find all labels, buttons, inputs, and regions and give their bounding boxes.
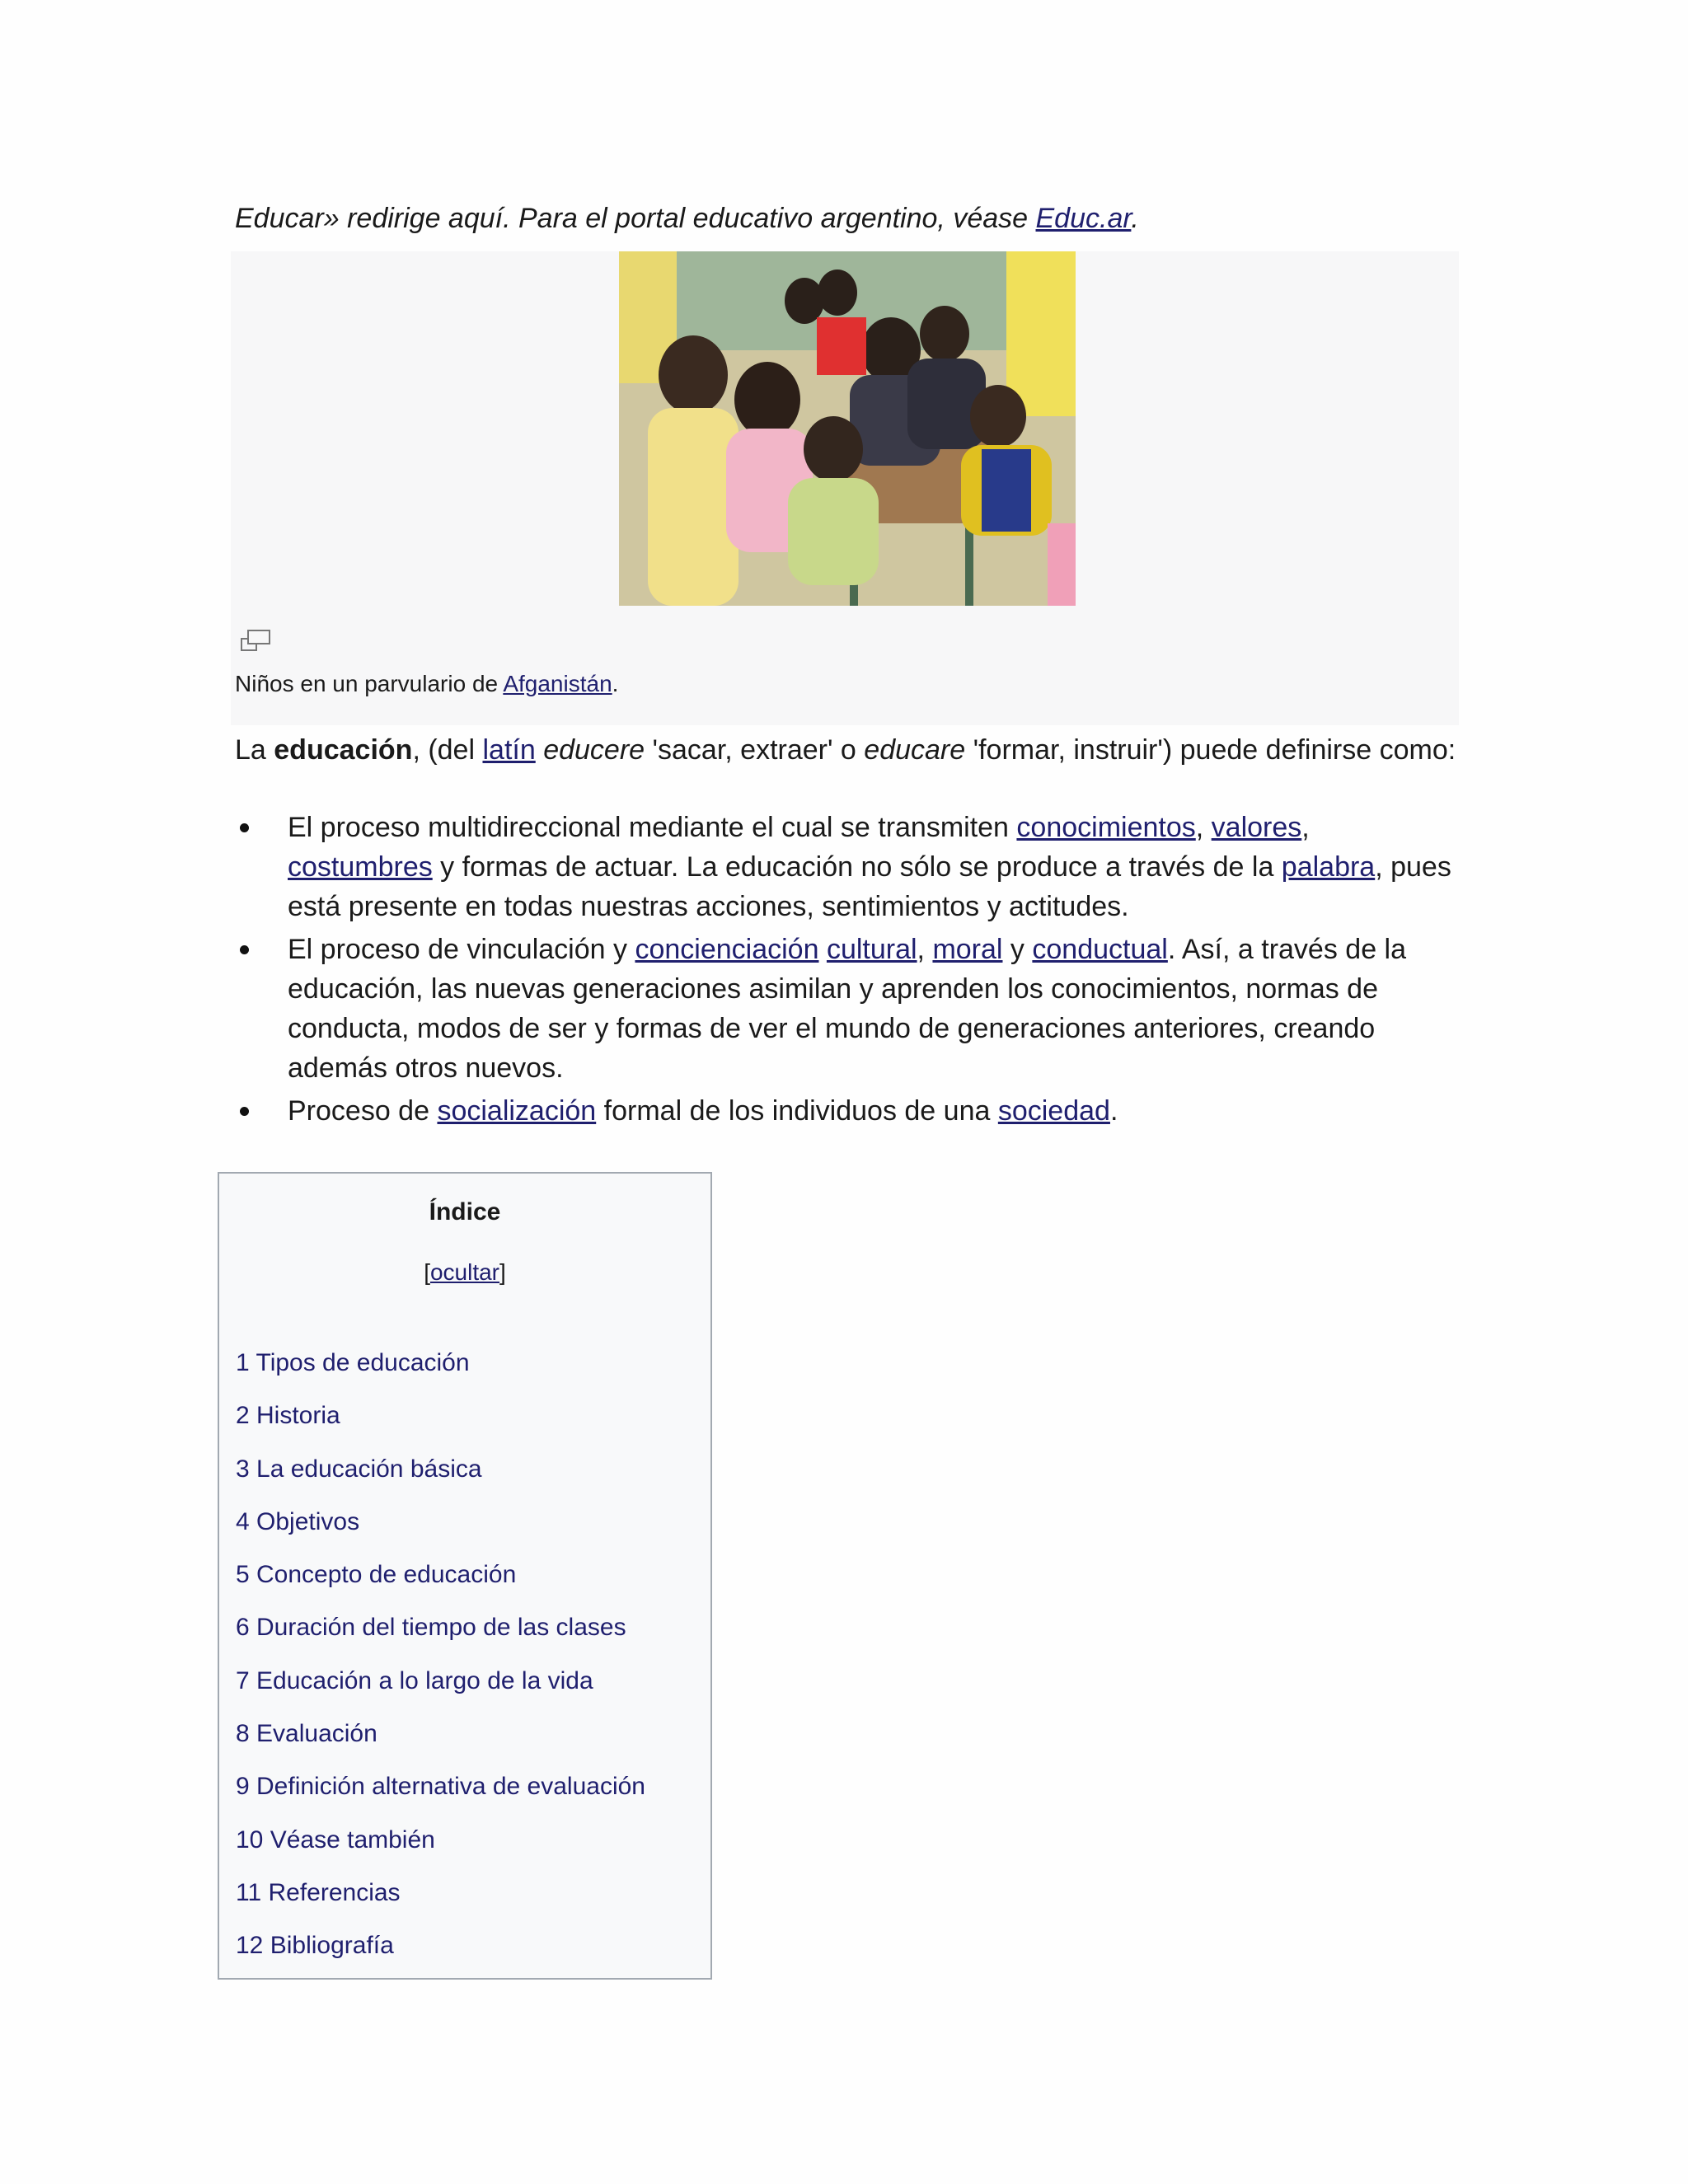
palabra-link[interactable]: palabra bbox=[1281, 851, 1376, 883]
thumbnail-figure bbox=[231, 251, 1459, 725]
list-item-text: , bbox=[1301, 812, 1310, 843]
list-item-text: , bbox=[917, 934, 933, 965]
toc-item[interactable]: 2 Historia bbox=[236, 1402, 340, 1430]
figure-caption bbox=[235, 668, 618, 701]
toc-item[interactable]: 7 Educación a lo largo de la vida bbox=[236, 1666, 593, 1694]
toc-item[interactable]: 8 Evaluación bbox=[236, 1720, 377, 1748]
list-item-text: formal de los individuos de una bbox=[596, 1095, 998, 1127]
concienciacion-link[interactable]: concienciación bbox=[635, 934, 819, 965]
costumbres-link[interactable]: costumbres bbox=[288, 851, 433, 883]
intro-text bbox=[536, 734, 543, 766]
list-item bbox=[235, 808, 1455, 926]
toc-toggle bbox=[219, 1259, 710, 1286]
list-item-text: El proceso multidireccional mediante el cual se transmiten bbox=[288, 812, 1017, 843]
intro-text: 'sacar, extraer' o bbox=[645, 734, 865, 766]
toc-item[interactable]: 10 Véase también bbox=[236, 1825, 435, 1854]
caption-period: . bbox=[612, 671, 619, 696]
list-item bbox=[235, 1091, 1455, 1131]
toc-item[interactable]: 9 Definición alternativa de evaluación bbox=[236, 1773, 645, 1801]
moral-link[interactable]: moral bbox=[932, 934, 1003, 965]
intro-bold-term: educación bbox=[274, 734, 413, 766]
caption-text: Niños en un parvulario de bbox=[235, 671, 504, 696]
socializacion-link[interactable]: socialización bbox=[437, 1095, 597, 1127]
toc-item[interactable]: 5 Concepto de educación bbox=[236, 1561, 517, 1589]
list-item-text: y bbox=[1002, 934, 1033, 965]
intro-text: , (del bbox=[412, 734, 483, 766]
educ-ar-link[interactable]: Educ.ar bbox=[1035, 203, 1132, 234]
hatnote-text: Educar» redirige aquí. Para el portal educativo argentino, véase bbox=[235, 203, 1036, 234]
toc-item[interactable]: 6 Duración del tiempo de las clases bbox=[236, 1614, 626, 1642]
afganistan-link[interactable]: Afganistán bbox=[503, 671, 612, 696]
valores-link[interactable]: valores bbox=[1211, 812, 1302, 843]
intro-text: La bbox=[235, 734, 274, 766]
enlarge-icon[interactable] bbox=[241, 629, 270, 652]
conductual-link[interactable]: conductual bbox=[1032, 934, 1168, 965]
toc-item[interactable]: 11 Referencias bbox=[236, 1878, 401, 1906]
list-item-text: , bbox=[1195, 812, 1212, 843]
list-item-text: El proceso de vinculación y bbox=[288, 934, 635, 965]
hatnote-period: . bbox=[1131, 203, 1139, 234]
conocimientos-link[interactable]: conocimientos bbox=[1016, 812, 1196, 843]
latin-link[interactable]: latín bbox=[482, 734, 536, 766]
toc-item[interactable]: 3 La educación básica bbox=[236, 1455, 482, 1483]
sociedad-link[interactable]: sociedad bbox=[997, 1095, 1110, 1127]
list-item-text: , pues está presente en todas nuestras acciones, sentimientos y actitudes. bbox=[288, 851, 1451, 922]
cultural-link[interactable]: cultural bbox=[826, 934, 917, 965]
toc-item[interactable]: 4 Objetivos bbox=[236, 1507, 360, 1535]
intro-italic-educare: educare bbox=[864, 734, 966, 766]
toc-item[interactable]: 1 Tipos de educación bbox=[236, 1349, 470, 1376]
intro-paragraph bbox=[235, 729, 1456, 771]
list-item-text: . Así, a través de la educación, las nuevas generaciones asimilan y aprenden los conocimientos, normas de conducta, modos de ser y formas de ver el mundo de generaciones anteriores, creando además otros nuevos. bbox=[288, 934, 1407, 1084]
toc-bracket: ] bbox=[499, 1259, 506, 1285]
list-item-text bbox=[818, 934, 826, 965]
list-item-text: . bbox=[1109, 1095, 1118, 1127]
toc-item[interactable]: 12 Bibliografía bbox=[236, 1932, 394, 1960]
hatnote bbox=[235, 198, 1139, 239]
toc-title: Índice bbox=[429, 1198, 501, 1226]
list-item-text: Proceso de bbox=[288, 1095, 438, 1127]
toc-bracket: [ bbox=[424, 1259, 430, 1285]
photo-children-classroom[interactable] bbox=[619, 251, 1076, 606]
toc-hide-link[interactable]: ocultar bbox=[429, 1259, 500, 1285]
toc-list bbox=[236, 1347, 645, 1983]
intro-text: 'formar, instruir') puede definirse como: bbox=[965, 734, 1456, 766]
list-item bbox=[235, 930, 1455, 1088]
list-item-text: y formas de actuar. La educación no sólo se produce a través de la bbox=[432, 851, 1282, 883]
table-of-contents bbox=[218, 1172, 712, 1980]
definition-list bbox=[235, 808, 1455, 1134]
intro-italic-educere: educere bbox=[543, 734, 645, 766]
